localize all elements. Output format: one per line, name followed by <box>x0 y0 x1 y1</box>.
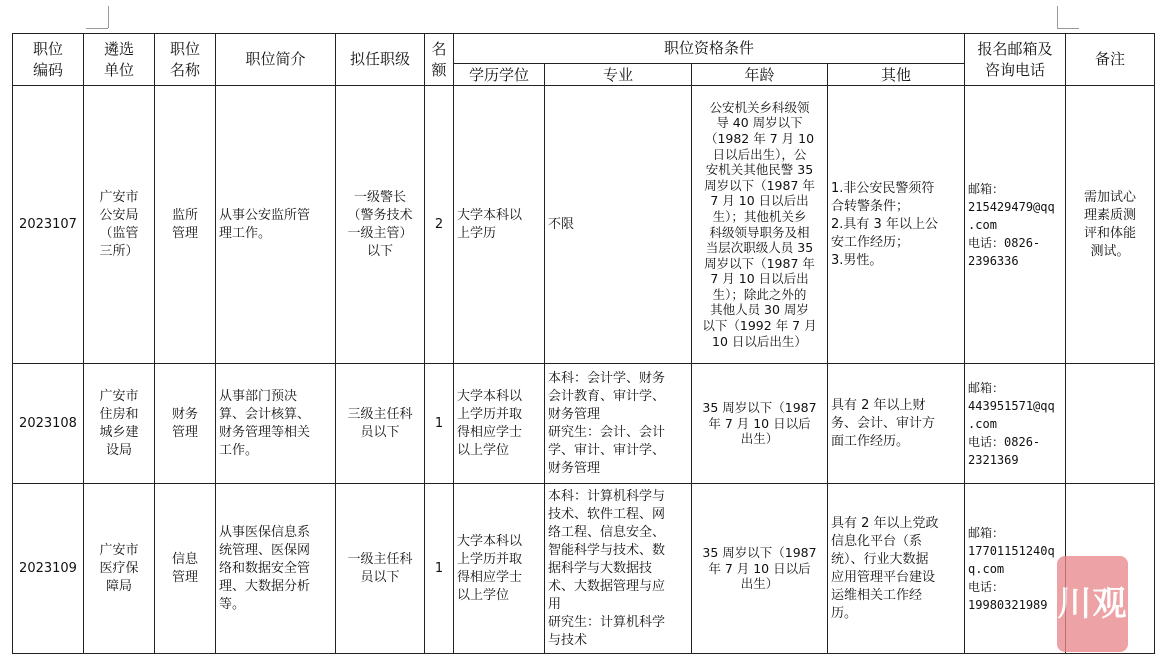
cell-line: 电话： <box>968 579 1005 594</box>
cell-line: 管理 <box>171 424 198 440</box>
cell-unit <box>84 364 155 484</box>
cell-line: 上学历并取 <box>457 551 523 567</box>
cell-quota: 1 <box>425 364 454 484</box>
cell-line: 以下 <box>366 243 393 259</box>
cell-line: 广安市 <box>99 542 139 558</box>
header-qualifications: 职位资格条件 <box>454 34 965 64</box>
cell-age <box>692 484 828 654</box>
cell-code: 2023107 <box>13 86 84 364</box>
cell-line: 周岁以下（1987 年 <box>704 255 815 271</box>
cell-line: 年 7 月 10 日以后 <box>708 560 811 576</box>
cell-line: 2321369 <box>968 452 1019 467</box>
cell-line: 导 40 周岁以下 <box>716 115 803 131</box>
cell-contact <box>965 364 1066 484</box>
header-other: 其他 <box>828 64 965 86</box>
cell-age <box>692 364 828 484</box>
cell-line: 7 月 10 日以后出 <box>710 193 809 209</box>
cell-intro <box>216 484 336 654</box>
cell-intro <box>216 86 336 364</box>
cell-line: 统管理、医保网 <box>219 542 311 558</box>
cell-line: 需加试心 <box>1084 189 1137 205</box>
cell-line: 等。 <box>219 596 246 612</box>
cell-line: 会计教育、审计学、 <box>548 388 666 404</box>
cell-line: 本科：计算机科学与 <box>548 488 666 504</box>
cell-line: 研究生：计算机科学 <box>548 614 666 630</box>
cell-line: 35 周岁以下（1987 <box>702 400 817 416</box>
cell-line: 从事医保信息系 <box>219 524 311 540</box>
cell-line: 科级领导职务及相 <box>709 224 810 240</box>
cell-line: 以下（1992 年 7 月 <box>702 318 817 334</box>
cell-line: 3.男性。 <box>831 252 883 268</box>
cell-line: 一级主任科 <box>347 551 413 567</box>
cell-line: 财务 <box>171 406 198 422</box>
cell-other <box>828 364 965 484</box>
cell-line: 443951571@qq <box>968 398 1055 413</box>
cell-line: 监所 <box>171 207 198 223</box>
cell-contact <box>965 484 1066 654</box>
cell-line: .com <box>968 217 997 232</box>
cell-line: 7 月 10 日以后出 <box>710 271 809 287</box>
header-unit: 遴选 单位 <box>84 34 155 86</box>
header-age: 年龄 <box>692 64 828 86</box>
crop-mark-right <box>1057 6 1058 28</box>
cell-line: 得相应学士 <box>457 424 523 440</box>
cell-line: 电话：0826- <box>968 235 1041 250</box>
cell-line: 三所） <box>99 243 139 259</box>
cell-line: 理工作。 <box>219 225 272 241</box>
cell-name <box>155 364 216 484</box>
cell-line: 上学历 <box>457 225 497 241</box>
cell-line: 一级主管） <box>347 225 413 241</box>
cell-other <box>828 484 965 654</box>
cell-code: 2023109 <box>13 484 84 654</box>
cell-contact <box>965 86 1066 364</box>
cell-code: 2023108 <box>13 364 84 484</box>
cell-line: 本科：会计学、财务 <box>548 370 666 386</box>
cell-edu <box>454 364 545 484</box>
cell-line: 日以后出生），公 <box>712 146 807 162</box>
job-table <box>12 33 1155 654</box>
cell-line: （警务技术 <box>347 207 413 223</box>
cell-line: 三级主任科 <box>347 406 413 422</box>
cell-line: 其他人员 30 周岁 <box>710 302 809 318</box>
cell-line: 面工作经历。 <box>831 433 910 449</box>
cell-line: 生）；其他机关乡 <box>712 208 807 224</box>
cell-quota: 2 <box>425 86 454 364</box>
cell-unit <box>84 86 155 364</box>
cell-line: 一级警长 <box>353 189 406 205</box>
cell-line: 电话：0826- <box>968 434 1041 449</box>
cell-line: 财务管理 <box>548 406 601 422</box>
cell-line: 广安市 <box>99 189 139 205</box>
cell-line: 管理 <box>171 569 198 585</box>
crop-mark-right-h <box>1057 28 1079 29</box>
cell-line: .com <box>968 416 997 431</box>
cell-other <box>828 86 965 364</box>
cell-line: q.com <box>968 561 1005 576</box>
cell-line: 应用管理平台建设 <box>831 569 936 585</box>
cell-line: 安工作经历； <box>831 234 910 250</box>
cell-line: 络工程、信息安全、 <box>548 524 666 540</box>
cell-line: 从事部门预决 <box>219 388 298 404</box>
cell-unit <box>84 484 155 654</box>
cell-line: 从事公安监所管 <box>219 207 311 223</box>
cell-line: 评和体能 <box>1084 225 1137 241</box>
cell-line: 215429479@qq <box>968 199 1055 214</box>
cell-line: 络和数据安全管 <box>219 560 311 576</box>
cell-edu <box>454 484 545 654</box>
header-rank: 拟任职级 <box>336 34 425 86</box>
cell-line: 得相应学士 <box>457 569 523 585</box>
cell-line: 财务管理 <box>548 460 601 476</box>
cell-line: 1.非公安民警须符 <box>831 180 935 196</box>
cell-age <box>692 86 828 364</box>
cell-line: 合转警条件； <box>831 198 910 214</box>
header-row-1 <box>13 34 1155 64</box>
cell-line: 大学本科以 <box>457 207 523 223</box>
cell-line: 邮箱： <box>968 380 1005 395</box>
cell-line: 出生） <box>740 576 779 592</box>
cell-line: 信息化平台（系 <box>831 533 923 549</box>
cell-line: 当层次职级人员 35 <box>705 240 814 256</box>
cell-line: 城乡建 <box>99 424 139 440</box>
table-row <box>13 364 1155 484</box>
cell-line: 与技术 <box>548 632 588 648</box>
cell-line: 年 7 月 10 日以后 <box>708 415 811 431</box>
header-major: 专业 <box>545 64 692 86</box>
cell-major <box>545 86 692 364</box>
cell-name <box>155 484 216 654</box>
cell-line: 2396336 <box>968 253 1019 268</box>
cell-line: 算、会计核算、 <box>219 406 311 422</box>
cell-remark <box>1066 364 1155 484</box>
cell-line: 智能科学与技术、数 <box>548 542 666 558</box>
cell-line: 设局 <box>105 442 132 458</box>
crop-mark-left <box>108 6 109 28</box>
cell-line: 管理 <box>171 225 198 241</box>
cell-line: 出生） <box>740 431 779 447</box>
table-row <box>13 484 1155 654</box>
cell-line: 据科学与大数据技 <box>548 560 653 576</box>
cell-line: 具有 2 年以上财 <box>831 397 926 413</box>
cell-line: 上学历并取 <box>457 406 523 422</box>
cell-line: 工作。 <box>219 442 259 458</box>
cell-line: 医疗保 <box>99 560 139 576</box>
cell-line: 技术、软件工程、网 <box>548 506 666 522</box>
table-row <box>13 86 1155 364</box>
cell-line: 员以下 <box>360 569 400 585</box>
cell-line: 大学本科以 <box>457 533 523 549</box>
cell-line: 不限 <box>548 216 575 232</box>
cell-remark <box>1066 86 1155 364</box>
watermark-logo <box>1057 556 1128 652</box>
cell-line: 10 日以后出生） <box>712 333 807 349</box>
cell-line: 17701151240q <box>968 543 1055 558</box>
cell-line: 安机关其他民警 35 <box>705 162 814 178</box>
cell-line: 统）、行业大数据 <box>831 551 929 567</box>
cell-name <box>155 86 216 364</box>
cell-line: 公安局 <box>99 207 139 223</box>
crop-mark-left-h <box>86 28 108 29</box>
watermark-text: 川观 <box>1057 584 1128 624</box>
cell-edu <box>454 86 545 364</box>
cell-line: 学、审计、审计学、 <box>548 442 666 458</box>
cell-major <box>545 364 692 484</box>
header-contact: 报名邮箱及 咨询电话 <box>965 34 1066 86</box>
cell-line: 研究生：会计、会计 <box>548 424 666 440</box>
cell-line: 历。 <box>831 605 858 621</box>
cell-line: 用 <box>548 596 562 612</box>
header-remark: 备注 <box>1066 34 1155 86</box>
cell-rank <box>336 86 425 364</box>
cell-line: 周岁以下（1987 年 <box>704 177 815 193</box>
cell-line: （1982 年 7 月 10 <box>704 130 815 146</box>
cell-line: 大学本科以 <box>457 388 523 404</box>
cell-line: 务、会计、审计方 <box>831 415 936 431</box>
cell-rank <box>336 364 425 484</box>
cell-line: 术、大数据管理与应 <box>548 578 666 594</box>
cell-line: 邮箱： <box>968 525 1005 540</box>
cell-line: 运维相关工作经 <box>831 587 923 603</box>
cell-line: 以上学位 <box>457 587 510 603</box>
header-education: 学历学位 <box>454 64 545 86</box>
cell-quota: 1 <box>425 484 454 654</box>
header-name: 职位 名称 <box>155 34 216 86</box>
cell-line: 2.具有 3 年以上公 <box>831 216 938 232</box>
cell-line: 测试。 <box>1090 243 1130 259</box>
cell-line: 理、大数据分析 <box>219 578 311 594</box>
header-code: 职位 编码 <box>13 34 84 86</box>
cell-line: 障局 <box>105 578 132 594</box>
cell-line: 广安市 <box>99 388 139 404</box>
cell-line: 35 周岁以下（1987 <box>702 545 817 561</box>
cell-line: 财务管理等相关 <box>219 424 311 440</box>
cell-line: 以上学位 <box>457 442 510 458</box>
cell-line: 邮箱： <box>968 181 1005 196</box>
cell-line: （监管 <box>99 225 139 241</box>
cell-rank <box>336 484 425 654</box>
cell-line: 19980321989 <box>968 597 1048 612</box>
cell-line: 具有 2 年以上党政 <box>831 515 939 531</box>
cell-major <box>545 484 692 654</box>
cell-line: 员以下 <box>360 424 400 440</box>
cell-line: 信息 <box>171 551 198 567</box>
cell-intro <box>216 364 336 484</box>
cell-line: 住房和 <box>99 406 139 422</box>
header-intro: 职位简介 <box>216 34 336 86</box>
cell-line: 理素质测 <box>1084 207 1137 223</box>
header-quota: 名 额 <box>425 34 454 86</box>
cell-line: 公安机关乡科级领 <box>709 99 810 115</box>
cell-line: 生）；除此之外的 <box>712 286 807 302</box>
